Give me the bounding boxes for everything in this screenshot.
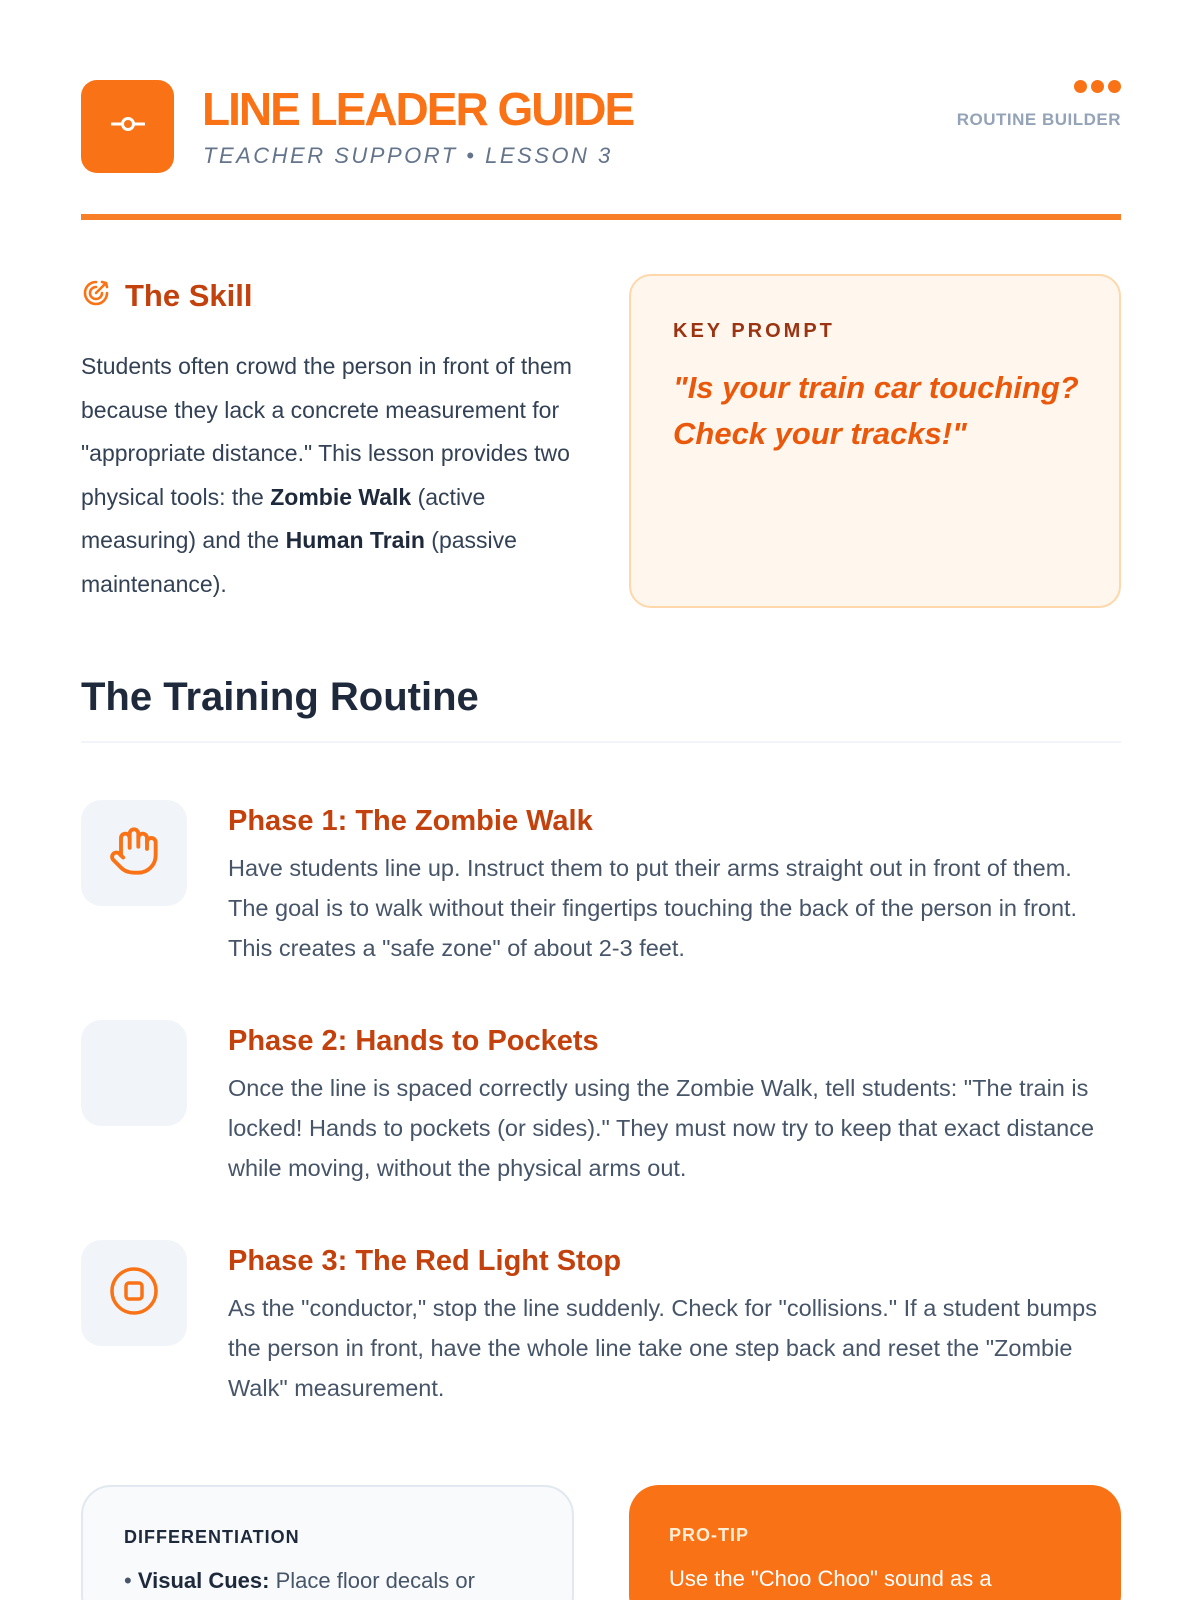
target-icon — [81, 278, 111, 313]
phase-item — [81, 1240, 1121, 1420]
differentiation-label: DIFFERENTIATION — [124, 1527, 300, 1547]
phase-description: Have students line up. Instruct them to put their arms straight out in front of them. The goal is to walk without their fingertips touching the back of the person in front. This creates a "safe zone" of about 2-3 feet. — [228, 855, 1078, 961]
differentiation-item-title: Visual Cues: — [137, 1568, 270, 1593]
pro-tip-card — [629, 1485, 1121, 1600]
hand-icon — [108, 825, 160, 882]
page-header — [81, 80, 1121, 220]
skill-text-part: Students often crowd the person in front of them because they lack a concrete measurement for "appropriate distance." This lesson provides two physical tools: the — [81, 353, 572, 510]
pro-tip-label: PRO-TIP — [669, 1525, 750, 1545]
skill-description — [81, 345, 581, 606]
phase-item — [81, 1020, 1121, 1200]
dot — [1074, 80, 1087, 93]
skill-heading-row — [81, 277, 252, 314]
page-subtitle: TEACHER SUPPORT • LESSON 3 — [203, 143, 613, 168]
phase-item — [81, 800, 1121, 980]
dot — [1108, 80, 1121, 93]
phase-title: Phase 1: The Zombie Walk — [228, 805, 593, 837]
human-train-term: Human Train — [285, 527, 425, 553]
routine-heading: The Training Routine — [81, 675, 479, 719]
skill-heading: The Skill — [125, 278, 253, 313]
differentiation-item-text: Place floor decals or — [269, 1568, 475, 1593]
phase-icon-tile — [81, 1240, 187, 1346]
key-prompt-label: KEY PROMPT — [673, 320, 835, 342]
header-divider — [81, 214, 1121, 220]
phase-icon-tile — [81, 800, 187, 906]
stop-circle-icon — [108, 1265, 160, 1322]
phase-title: Phase 3: The Red Light Stop — [228, 1245, 622, 1277]
dot — [1091, 80, 1104, 93]
key-prompt-callout — [629, 274, 1121, 608]
pro-tip-text: Use the "Choo Choo" sound as a — [669, 1566, 992, 1591]
page-title: LINE LEADER GUIDE — [202, 83, 634, 135]
differentiation-card — [81, 1485, 574, 1600]
three-dots-icon[interactable] — [1074, 80, 1121, 93]
zombie-walk-term: Zombie Walk — [270, 483, 412, 510]
differentiation-item: • Visual Cues: Place floor decals or — [124, 1568, 475, 1593]
routine-builder-tag: ROUTINE BUILDER — [956, 110, 1121, 129]
phase-icon-tile — [81, 1020, 187, 1126]
key-prompt-quote: "Is your train car touching? Check your tracks!" — [673, 370, 1079, 451]
logo-tile — [81, 80, 174, 173]
phase-description: Once the line is spaced correctly using the Zombie Walk, tell students: "The train is locked! Hands to pockets (or sides)." They must now try to keep that exact distance while moving, without the physical arms out. — [228, 1075, 1095, 1181]
phase-description: As the "conductor," stop the line suddenly. Check for "collisions." If a student bumps the person in front, have the whole line take one step back and reset the "Zombie Walk" measurement. — [228, 1295, 1097, 1401]
phase-title: Phase 2: Hands to Pockets — [228, 1025, 599, 1057]
skill-text-part: (active measuring) and the — [81, 483, 486, 553]
routine-divider — [81, 741, 1121, 743]
train-connector-icon — [111, 114, 145, 139]
skill-text-part: (passive maintenance). — [81, 527, 517, 597]
